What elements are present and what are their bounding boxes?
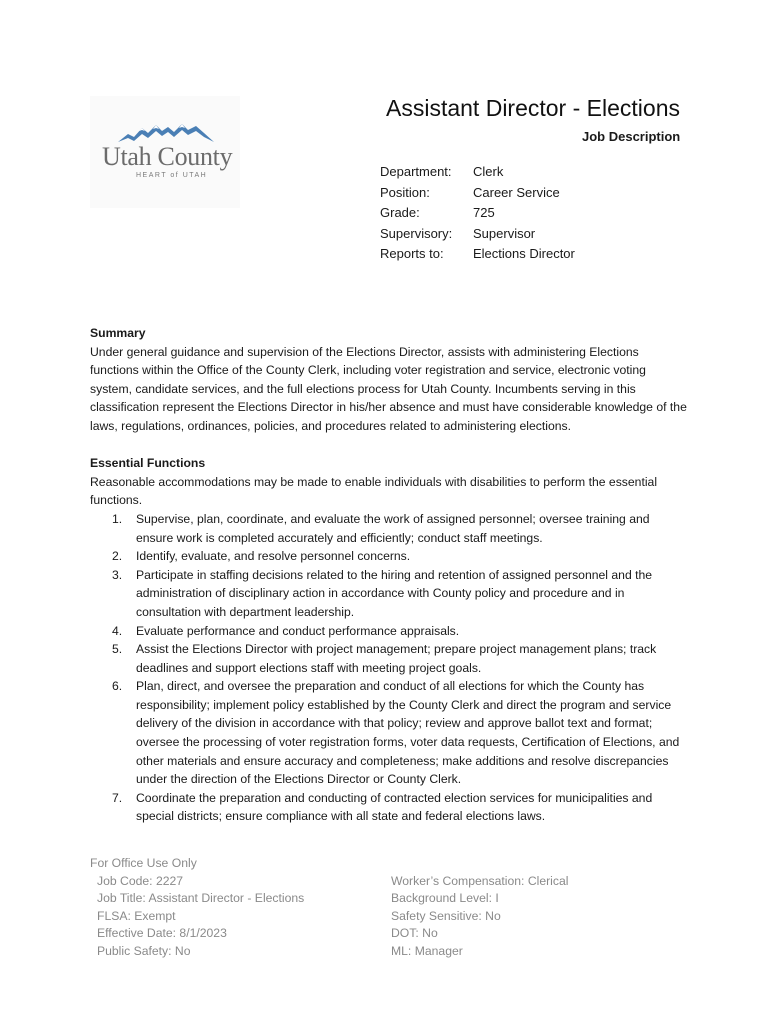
info-row [380,203,575,224]
logo-tagline: HEART of UTAH [136,172,208,179]
info-label: Supervisory: [380,225,453,241]
info-value: Elections Director [473,246,575,262]
office-field: Effective Date: 8/1/2023 [97,926,227,941]
summary-text: Under general guidance and supervision of the Elections Director, assists with administering Elections functions within the Office of the County Clerk, including voter registration and service, electronic voting system, candidate services, and the full elections process for Utah County. Incumbents serving in this classification represent the Elections Director in his/her absence and must have considerable knowledge of the laws, regulations, ordinances, policies, and procedures related to administering elections. [90,344,687,433]
essential-functions-heading: Essential Functions [90,456,206,471]
office-field: Job Title: Assistant Director - Elections [97,891,305,906]
essential-functions-list [90,510,690,826]
info-label: Reports to: [380,246,444,262]
info-value: Career Service [473,184,560,200]
office-use-block [90,855,651,961]
list-item: 4. Evaluate performance and conduct performance appraisals. [112,623,460,638]
info-label: Position: [380,184,430,200]
list-item: 7. Coordinate the preparation and conducting of contracted election services for municipalities and special districts; ensure compliance with all state and federal elections laws. [112,790,653,824]
info-value: 725 [473,205,495,221]
office-field: ML: Manager [391,943,463,958]
office-field: Worker’s Compensation: Clerical [391,873,569,888]
page-subtitle: Job Description [582,129,681,144]
mountains-icon [118,122,214,144]
info-row [380,183,575,204]
list-item: 5. Assist the Elections Director with project management; prepare project management plans; track deadlines and support elections staff with meeting project goals. [112,642,657,675]
logo-name: Utah County [102,142,233,171]
page-title: Assistant Director - Elections [386,95,680,121]
utah-county-logo [90,96,240,208]
summary-heading: Summary [90,326,146,340]
office-field: Safety Sensitive: No [391,908,501,923]
office-use-right-column [391,873,651,961]
list-item: 6. Plan, direct, and oversee the preparation and conduct of all elections for which the County has responsibility; implement policy established by the County Clerk and direct the program and service delivery of the division in accordance with that policy; review and approve ballot text and format; oversee the processing of voter registration forms, voter data requests, Certification of Elections, and other materials and ensure accuracy and completeness; make additions and resolve discrepancies under the direction of the Elections Director or County Clerk. [112,679,680,787]
info-row [380,162,575,183]
office-field: DOT: No [391,926,438,941]
list-item: 3. Participate in staffing decisions related to the hiring and retention of assigned personnel and the administration of disciplinary action in accordance with County policy and procedure and in consultation with department leadership. [112,567,653,619]
office-use-heading: For Office Use Only [90,856,197,870]
list-item: 2. Identify, evaluate, and resolve personnel concerns. [112,549,411,564]
info-row [380,224,575,245]
list-item: 1. Supervise, plan, coordinate, and evaluate the work of assigned personnel; oversee training and ensure work is completed accurately and efficiently; conduct staff meetings. [112,511,650,545]
info-row [380,244,575,265]
job-info-table [380,162,575,265]
info-value: Supervisor [473,225,536,241]
office-field: Job Code: 2227 [97,873,184,888]
info-label: Department: [380,164,452,179]
essential-functions-intro: Reasonable accommodations may be made to enable individuals with disabilities to perform the essential functions. [90,474,658,508]
office-field: FLSA: Exempt [97,908,176,923]
office-field: Public Safety: No [97,943,191,958]
office-use-left-column [90,873,391,961]
info-value: Clerk [473,164,504,179]
office-field: Background Level: I [391,891,499,906]
info-label: Grade: [380,205,420,221]
document-body [90,324,690,826]
